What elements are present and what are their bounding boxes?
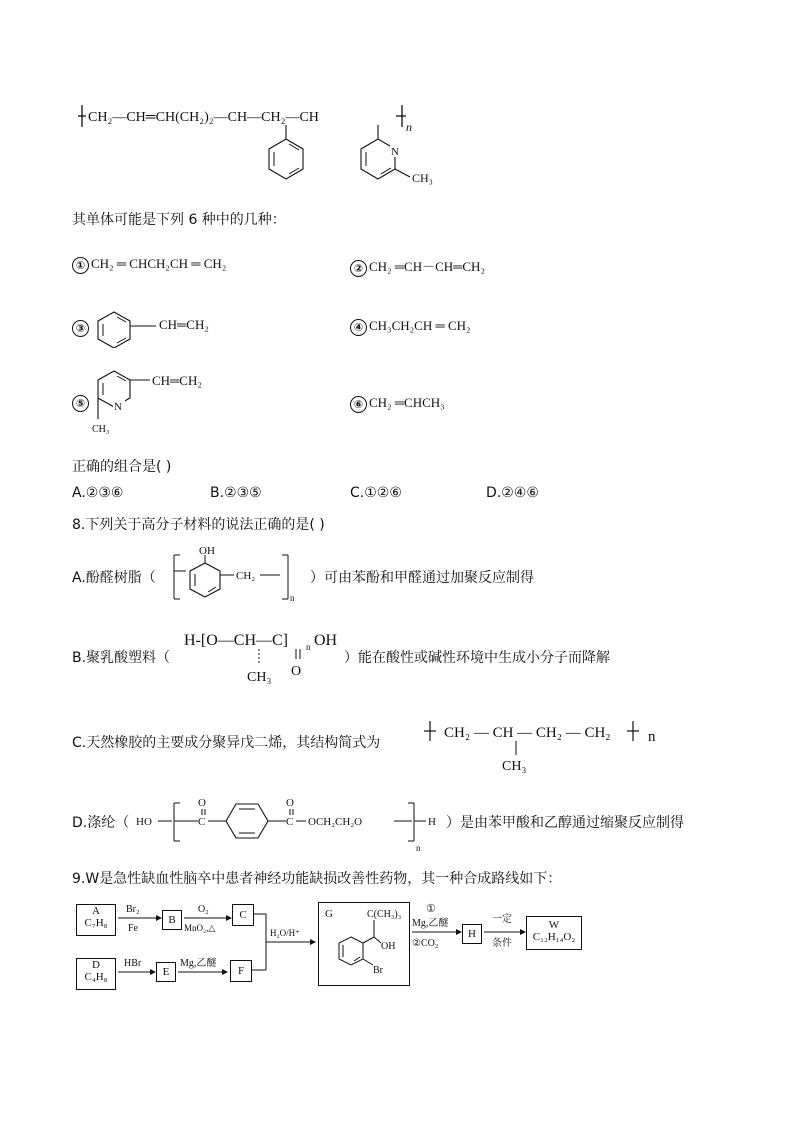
q8-option-c[interactable]: C.天然橡胶的主要成分聚异戊二烯，其结构简式为 CH₂ — CH — CH₂ — CH₂ n CH₃ xyxy=(72,715,772,775)
compound-e-box: E xyxy=(156,962,176,982)
svg-text:条件: 条件 xyxy=(492,938,512,949)
q9-stem: 9.W是急性缺血性脑卒中患者神经功能缺损改善性药物，其一种合成路线如下： xyxy=(72,871,562,887)
methyl-label: CH₃ xyxy=(412,171,433,185)
svg-text:Br: Br xyxy=(373,965,383,976)
svg-text:n: n xyxy=(306,642,311,652)
pyridine-n: N xyxy=(391,146,399,158)
svg-text:Mg,乙醚: Mg,乙醚 xyxy=(180,958,217,969)
q8-option-b[interactable]: B.聚乳酸塑料（ H-[O—CH—C] n OH CH₃ O ）能在酸性或碱性环境中生成小分子而降解 xyxy=(72,625,772,685)
svg-text:一定: 一定 xyxy=(492,914,512,925)
polymer-main-chain: CH₂—CH═CH(CH₂)₂—CH—CH₂—CH xyxy=(88,110,319,125)
polylactic-structure xyxy=(182,625,352,687)
compound-a-box: A C₇H₈ xyxy=(76,904,116,936)
option-number: ⑥ xyxy=(350,396,367,413)
polymer-structure-diagram xyxy=(70,95,450,195)
q7-option-5: ⑤ N CH₃ CH═CH₂ xyxy=(72,365,272,440)
svg-text:CH₂: CH₂ xyxy=(236,570,256,582)
svg-text:MnO₂,△: MnO₂,△ xyxy=(184,923,216,933)
polyisoprene-structure xyxy=(422,715,672,775)
q7-option-1: ① CH₂ ═ CHCH₂CH ═ CH₂ xyxy=(72,256,226,274)
svg-text:Br₂: Br₂ xyxy=(126,904,140,915)
svg-text:OCH₂CH₂O: OCH₂CH₂O xyxy=(308,816,363,828)
q7-option-6: ⑥ CH₂ ═CHCH₃ xyxy=(350,395,445,413)
svg-text:CH₃: CH₃ xyxy=(247,670,272,685)
methyl-label: CH₃ xyxy=(92,424,110,435)
svg-text:O: O xyxy=(198,797,206,809)
polymer-subscript: n xyxy=(406,120,412,134)
q8-stem: 8.下列关于高分子材料的说法正确的是( ) xyxy=(72,517,325,533)
q7-prompt: 其单体可能是下列 6 种中的几种： xyxy=(72,212,286,228)
svg-text:CH₂ — CH — CH₂ — CH₂: CH₂ — CH — CH₂ — CH₂ xyxy=(444,725,611,741)
svg-text:HO: HO xyxy=(136,816,152,828)
svg-text:O: O xyxy=(286,797,294,809)
svg-text:OH: OH xyxy=(381,941,396,952)
svg-text:O₂: O₂ xyxy=(198,904,209,915)
compound-c-box: C xyxy=(232,904,254,926)
svg-text:H₂O/H⁺: H₂O/H⁺ xyxy=(270,928,300,938)
compound-d-box: D C₄H₈ xyxy=(76,958,116,990)
svg-text:C(CH₃)₃: C(CH₃)₃ xyxy=(367,909,402,920)
option-number: ③ xyxy=(72,320,89,337)
compound-g-box xyxy=(318,902,410,986)
option-number: ④ xyxy=(350,319,367,336)
option-number: ① xyxy=(72,257,89,274)
svg-text:n: n xyxy=(416,843,421,853)
q7-combo-prompt: 正确的组合是( ) xyxy=(72,459,172,475)
svg-text:OH: OH xyxy=(314,632,338,649)
pyridine-n: N xyxy=(114,401,122,413)
svg-text:H-[O—CH—C]: H-[O—CH—C] xyxy=(184,632,288,649)
q8-option-a[interactable]: A.酚醛树脂（ OH CH₂ n ）可由苯酚和甲醛通过加聚反应制得 xyxy=(72,545,534,603)
compound-w-box: W C₁₂H₁₄O₂ xyxy=(526,916,582,950)
svg-text:n: n xyxy=(290,593,295,603)
compound-g-structure xyxy=(319,903,409,985)
svg-text:OH: OH xyxy=(199,545,215,557)
option-number: ② xyxy=(350,260,367,277)
svg-text:G: G xyxy=(325,908,333,920)
svg-text:②CO₂: ②CO₂ xyxy=(412,938,439,949)
choice-c[interactable]: C.①②⑥ xyxy=(350,485,402,501)
terylene-structure xyxy=(136,795,446,855)
q7-option-2: ② CH₂ ═CH－CH═CH₂ xyxy=(350,256,485,277)
compound-h-box: H xyxy=(462,924,482,944)
choice-b[interactable]: B.②③⑤ xyxy=(210,485,262,501)
svg-text:Mg,乙醚: Mg,乙醚 xyxy=(412,918,449,929)
synthesis-route xyxy=(72,898,592,998)
q8-option-d[interactable]: D.涤纶（ HO C O C O OCH₂CH₂O H n ）是由苯甲酸和乙醇通过缩聚反应制得 xyxy=(72,797,684,853)
svg-text:CH₃: CH₃ xyxy=(502,759,527,774)
benzene-ring xyxy=(94,308,164,348)
svg-text:H: H xyxy=(428,816,436,828)
svg-text:n: n xyxy=(648,729,656,745)
top-polymer-structure xyxy=(70,95,450,195)
compound-f-box: F xyxy=(230,960,252,982)
choice-a[interactable]: A.②③⑥ xyxy=(72,485,124,501)
svg-text:C: C xyxy=(198,816,206,828)
svg-text:①: ① xyxy=(426,903,436,915)
choice-d[interactable]: D.②④⑥ xyxy=(486,485,539,501)
option-number: ⑤ xyxy=(72,395,89,412)
q7-option-3: ③ CH═CH₂ xyxy=(72,308,272,348)
svg-text:HBr: HBr xyxy=(124,958,142,969)
svg-text:O: O xyxy=(291,664,302,679)
svg-text:C: C xyxy=(286,816,294,828)
phenolic-resin-structure xyxy=(168,545,308,605)
q7-option-4: ④ CH₃CH₂CH ═ CH₂ xyxy=(350,318,471,336)
compound-b-box: B xyxy=(162,910,182,930)
svg-text:Fe: Fe xyxy=(128,923,138,934)
